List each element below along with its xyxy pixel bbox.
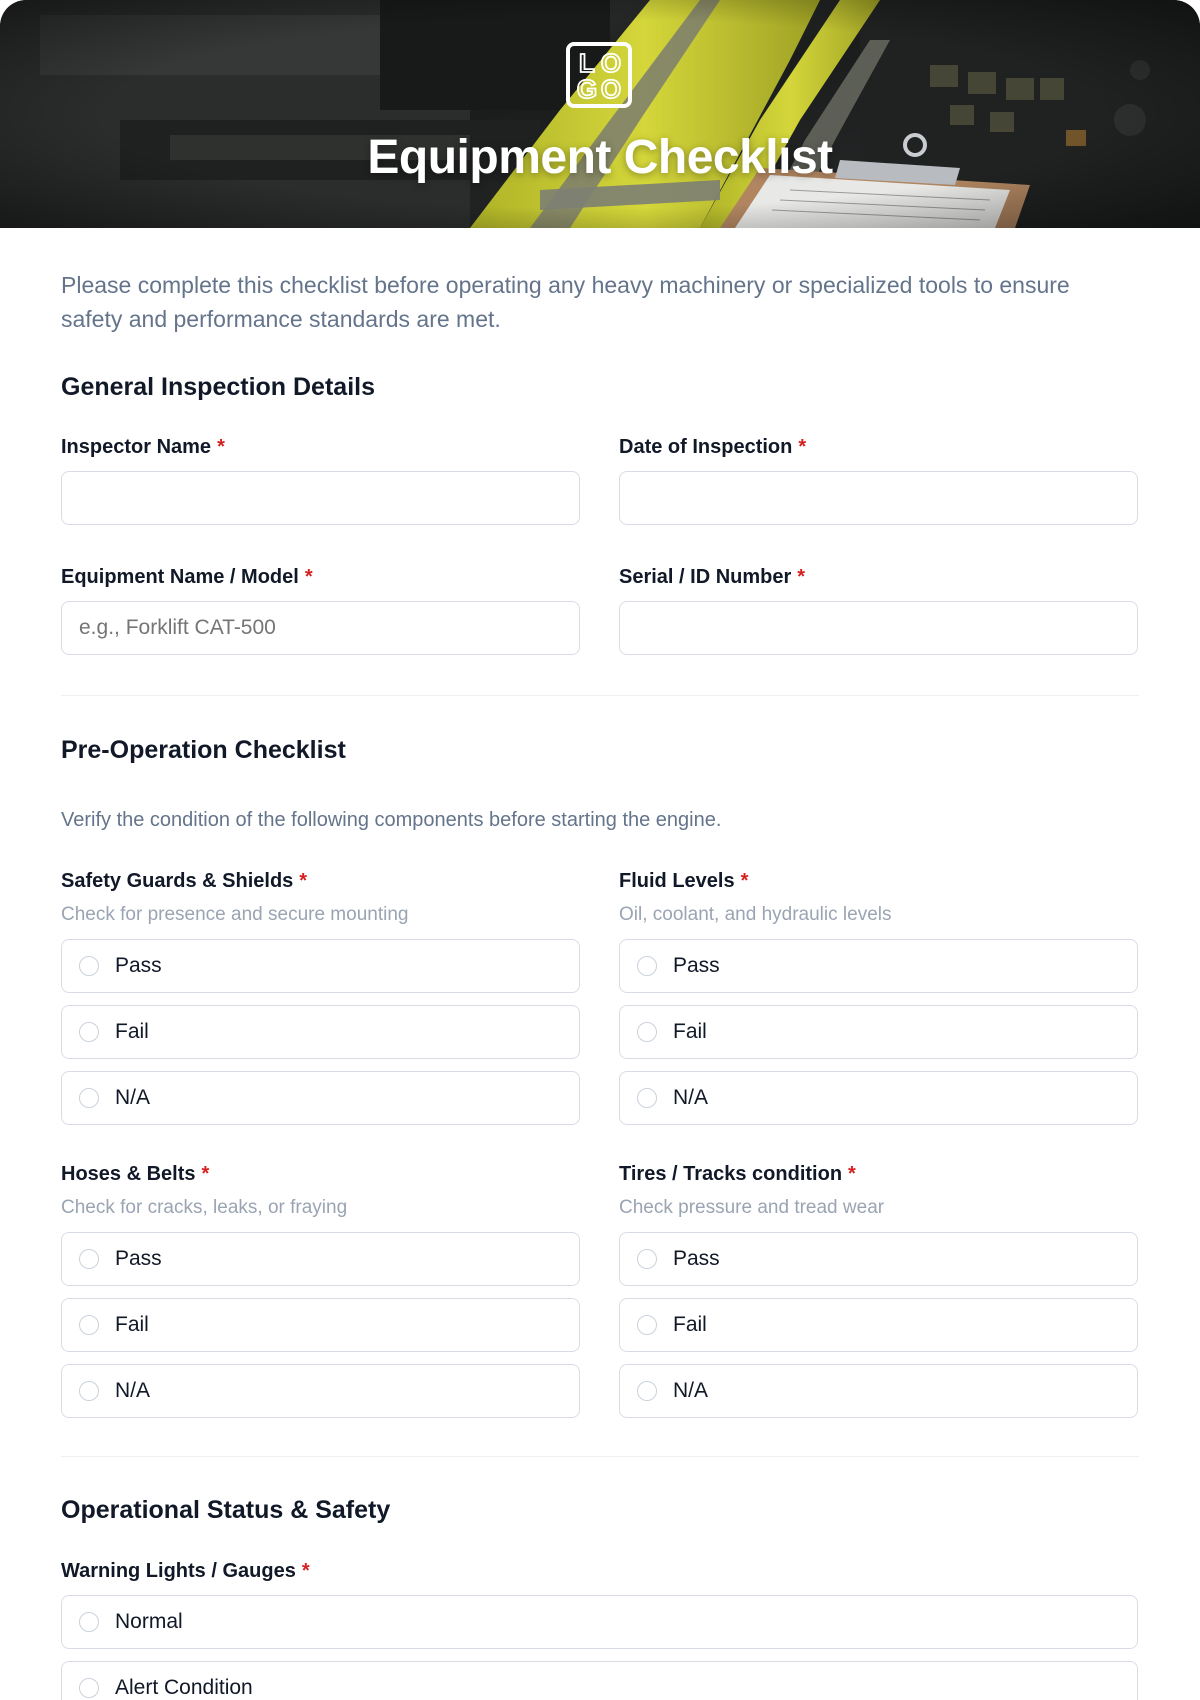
radio-label: N/A [673,1086,709,1109]
radio-option-pass[interactable] [61,939,580,993]
radio-circle-icon[interactable] [637,1381,657,1401]
field-label: Warning Lights / Gauges * [61,1560,310,1582]
radio-group [619,939,1138,1125]
page-title: Equipment Checklist [367,131,833,184]
radio-label: Alert Condition [115,1676,253,1699]
question-hoses-belts [61,1162,580,1418]
logo-letter: O [600,74,622,104]
radio-label: Pass [673,954,720,977]
radio-label: N/A [115,1086,151,1109]
radio-circle-icon[interactable] [79,1249,99,1269]
field-label: Date of Inspection * [619,436,807,458]
radio-option-pass[interactable] [619,939,1138,993]
section-divider [61,1456,1139,1457]
section-title-operational: Operational Status & Safety [61,1496,391,1524]
field-label: Serial / ID Number * [619,566,806,588]
radio-label: Fail [115,1313,149,1336]
field-inspector-name [61,435,580,525]
section-title-general: General Inspection Details [61,373,375,401]
required-asterisk: * [304,566,313,588]
serial-id-input[interactable] [619,601,1138,655]
field-hint: Check for cracks, leaks, or fraying [61,1197,348,1218]
field-hint: Oil, coolant, and hydraulic levels [619,904,892,925]
radio-option-pass[interactable] [61,1232,580,1286]
question-safety-guards [61,869,580,1125]
radio-label: N/A [115,1379,151,1402]
required-asterisk: * [848,1163,856,1185]
radio-option-fail[interactable] [619,1005,1138,1059]
logo [566,42,632,108]
field-label: Equipment Name / Model * [61,566,313,588]
radio-circle-icon[interactable] [79,1022,99,1042]
question-warning-lights [61,1559,1138,1700]
field-date-of-inspection [619,435,1138,525]
radio-circle-icon[interactable] [79,1612,99,1632]
radio-option-fail[interactable] [61,1005,580,1059]
equipment-name-input[interactable] [61,601,580,655]
field-label: Fluid Levels * [619,870,749,892]
radio-option-alert-condition[interactable] [61,1661,1138,1700]
logo-letter: G [576,74,598,104]
field-equipment-name [61,565,580,655]
radio-circle-icon[interactable] [637,1315,657,1335]
radio-group [61,939,580,1125]
logo-letter: L [579,48,595,78]
radio-label: Fail [115,1020,149,1043]
form-content [61,228,1139,1699]
radio-circle-icon[interactable] [637,956,657,976]
radio-label: Pass [673,1247,720,1270]
radio-label: Fail [673,1020,707,1043]
radio-circle-icon[interactable] [79,1315,99,1335]
radio-circle-icon[interactable] [79,1678,99,1698]
form-intro: Please complete this checklist before operating any heavy machinery or specialized tools to ensure safety and performance standards are met. [61,272,1070,332]
radio-option-normal[interactable] [61,1595,1138,1649]
field-label: Tires / Tracks condition * [619,1163,856,1185]
radio-label: N/A [673,1379,709,1402]
radio-option-na[interactable] [619,1071,1138,1125]
field-serial-id [619,565,1138,655]
field-hint: Check pressure and tread wear [619,1197,885,1218]
radio-option-fail[interactable] [61,1298,580,1352]
hero-image [0,0,1200,228]
radio-group [619,1232,1138,1418]
radio-option-fail[interactable] [619,1298,1138,1352]
radio-circle-icon[interactable] [637,1088,657,1108]
radio-label: Normal [115,1610,183,1633]
question-tires-tracks [619,1162,1138,1418]
radio-group [61,1595,1138,1700]
radio-group [61,1232,580,1418]
radio-circle-icon[interactable] [79,1088,99,1108]
radio-option-na[interactable] [619,1364,1138,1418]
radio-option-pass[interactable] [619,1232,1138,1286]
radio-label: Pass [115,954,162,977]
radio-circle-icon[interactable] [79,1381,99,1401]
required-asterisk: * [201,1163,210,1185]
field-hint: Check for presence and secure mounting [61,904,409,925]
radio-option-na[interactable] [61,1364,580,1418]
logo-letter: O [600,48,622,78]
radio-circle-icon[interactable] [637,1249,657,1269]
field-label: Inspector Name * [61,436,225,458]
radio-circle-icon[interactable] [79,956,99,976]
required-asterisk: * [301,1560,310,1582]
required-asterisk: * [797,566,806,588]
hero-banner [0,0,1200,228]
required-asterisk: * [740,870,749,892]
required-asterisk: * [299,870,308,892]
section-divider [61,695,1139,696]
radio-circle-icon[interactable] [637,1022,657,1042]
inspector-name-input[interactable] [61,471,580,525]
field-label: Hoses & Belts * [61,1163,210,1185]
radio-option-na[interactable] [61,1071,580,1125]
section-description: Verify the condition of the following components before starting the engine. [61,809,722,831]
radio-label: Pass [115,1247,162,1270]
date-of-inspection-input[interactable] [619,471,1138,525]
section-title-pre-operation: Pre-Operation Checklist [61,736,346,764]
radio-label: Fail [673,1313,707,1336]
field-label: Safety Guards & Shields * [61,870,308,892]
required-asterisk: * [217,436,225,458]
question-fluid-levels [619,869,1138,1125]
required-asterisk: * [798,436,807,458]
